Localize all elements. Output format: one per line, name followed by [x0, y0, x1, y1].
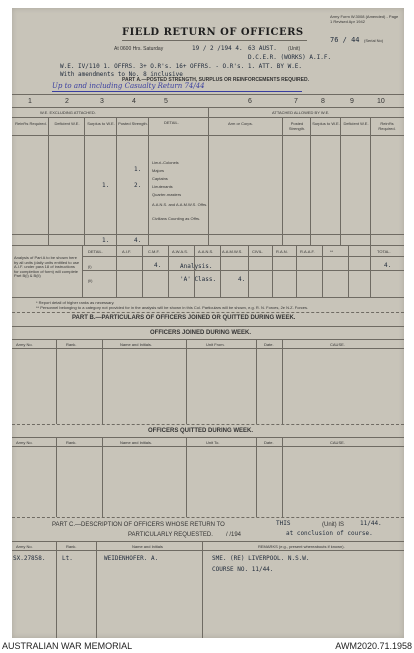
- analysis-vline-1: [116, 245, 117, 297]
- joined-header-date: Date.: [264, 342, 274, 347]
- quitted-vline-1: [56, 437, 57, 517]
- joined-title-rule: [12, 339, 404, 340]
- quitted-header-date: Date.: [264, 440, 274, 445]
- officer-remark-1: SME. (RE) LIVERPOOL. N.S.W.: [212, 555, 310, 562]
- part-a-vline-2: [84, 117, 85, 245]
- analysis-header-aif: A.I.F.: [122, 249, 132, 254]
- col-number-4: 4: [132, 98, 136, 105]
- part-a-vline-9: [370, 117, 371, 245]
- analysis-row-label-2: (ii): [88, 278, 93, 283]
- posted-lieutenants: 2.: [134, 182, 142, 189]
- joined-header-rank: Rank.: [66, 342, 77, 347]
- col-number-2: 2: [65, 98, 69, 105]
- officer-name: WEIDENHOFER. A.: [104, 555, 159, 562]
- analysis-vline-4: [194, 245, 195, 297]
- analysis-header-detail: DETAIL.: [88, 249, 103, 254]
- analysis-vline-10: [348, 245, 349, 297]
- part-a-vline-7: [310, 117, 311, 245]
- part-c-line2-suffix: at conclusion of course.: [286, 530, 373, 537]
- quitted-vline-3: [186, 437, 187, 517]
- war-establishment-line: W.E. IV/110 1. OFFRS. 3+ O.R's. 16+ OFFRS. - O.R's. 1. ATT. BY W.E.: [60, 63, 303, 70]
- part-c-title-rule: [12, 541, 404, 542]
- analysis-header-rule: [82, 256, 404, 257]
- part-c-vline-3: [202, 541, 203, 638]
- part-a-vline-1: [48, 117, 49, 245]
- part-a-title: PART A.—POSTED STRENGTH, SURPLUS OR REINFORCEMENTS REQUIRED.: [122, 77, 309, 83]
- col-number-8: 8: [321, 98, 325, 105]
- quitted-vline-2: [102, 437, 103, 517]
- col-number-9: 9: [350, 98, 354, 105]
- rank-captains: Captains: [152, 176, 168, 181]
- analysis-bottom-rule: [12, 297, 404, 298]
- header-right-deficient: Deficient W.E.: [343, 121, 369, 126]
- part-a-vline-4: [148, 117, 149, 245]
- joined-header-unit-from: Unit From.: [206, 342, 225, 347]
- header-deficient: Deficient W.E.: [54, 121, 80, 126]
- part-c-vline-2: [96, 541, 97, 638]
- column-number-rule-top: [12, 94, 404, 95]
- unit-name: D.C.E.R. (WORKS) A.I.F.: [248, 54, 332, 61]
- analysis-header-awas: A.W.A.S.: [172, 249, 189, 254]
- title-underline: [122, 40, 307, 41]
- part-b-title-rule: [12, 326, 404, 327]
- footnote-2: ** Personnel belonging to a category not provided for in the analysis will be shown in this Col. Particulars will be shown, e.g. R. N. Forces, 2e N.Z. Forces.: [36, 305, 309, 310]
- analysis-header-other: **: [330, 249, 334, 254]
- form-corner-note: Army Form W.3008 (Amended) - Page 1 Revised Apr 1942: [330, 14, 399, 24]
- joined-vline-3: [186, 339, 187, 424]
- quitted-header-rule: [12, 446, 404, 447]
- analysis-vline-11: [370, 245, 371, 297]
- analysis-header-ran: R.A.N.: [276, 249, 288, 254]
- part-c-header-name: Name and Initials: [132, 544, 163, 549]
- part-c-vline-1: [56, 541, 57, 638]
- unit-label: (Unit): [288, 46, 301, 52]
- officer-army-no: SX.27858.: [13, 555, 46, 562]
- analysis-vline-2: [142, 245, 143, 297]
- rank-civilians: Civilians Counting as Offrs.: [152, 216, 201, 221]
- joined-vline-2: [102, 339, 103, 424]
- footer-accession-number: AWM2020.71.1958: [335, 641, 412, 651]
- col-number-7: 7: [294, 98, 298, 105]
- joined-header-army-no: Army No.: [16, 342, 33, 347]
- analysis-aif-value: 4.: [154, 262, 162, 269]
- archive-footer: [0, 639, 414, 653]
- col-number-10: 10: [377, 98, 385, 105]
- quitted-header-cause: CAUSE.: [330, 440, 345, 445]
- attached-allowed: ATTACHED ALLOWED BY W.E.: [272, 110, 330, 115]
- rank-majors: Majors: [152, 168, 165, 173]
- col-number-5: 5: [164, 98, 168, 105]
- analysis-class-value: 4.: [238, 276, 246, 283]
- analysis-header-total: TOTAL.: [377, 249, 391, 254]
- rank-quarter-masters: Quarter-masters: [152, 192, 182, 197]
- header-posted-strength: Posted Strength.: [118, 121, 148, 126]
- part-c-header-army-no: Army No.: [16, 544, 33, 549]
- analysis-row-rule: [82, 270, 404, 271]
- footer-institution: AUSTRALIAN WAR MEMORIAL: [2, 641, 133, 651]
- surplus-lieutenants: 1.: [102, 182, 110, 189]
- serial-label: (Serial No): [364, 38, 384, 43]
- section-separator-1: [12, 312, 404, 313]
- analysis-header-raaf: R.A.A.F.: [300, 249, 315, 254]
- quitted-vline-5: [282, 437, 283, 517]
- part-c-line2-date: / /194: [226, 532, 242, 538]
- we-excluding-attached: W.E. EXCLUDING ATTACHED.: [40, 110, 96, 115]
- quitted-header-army-no: Army No.: [16, 440, 33, 445]
- rank-nursing-officers: A.A.N.S. and A.A.M.W.S. Offrs.: [152, 202, 208, 207]
- footnote-1: * Report detail of higher ranks as necessary.: [36, 300, 115, 305]
- part-a-vline-5: [208, 107, 209, 245]
- analysis-vline-3: [168, 245, 169, 297]
- time-line-prefix: At 0600 Hrs. Saturday: [114, 46, 164, 52]
- serial-number: 76 / 44: [330, 36, 360, 44]
- section-separator-2: [12, 424, 404, 425]
- analysis-vline-5: [220, 245, 221, 297]
- header-right-posted: Posted Strength.: [288, 121, 306, 131]
- amendments-line: With amendments to No. 8 inclusive: [60, 71, 183, 78]
- part-c-line1: PART C.—DESCRIPTION OF OFFICERS WHOSE RETURN TO: [52, 522, 225, 528]
- unit-number: 63 AUST.: [248, 45, 277, 52]
- part-a-vline-6: [282, 117, 283, 245]
- quitted-header-name: Name and Initials.: [120, 440, 153, 445]
- part-b-title: PART B.—PARTICULARS OF OFFICERS JOINED OR QUITTED DURING WEEK.: [72, 315, 296, 321]
- joined-header-cause: CAUSE.: [330, 342, 345, 347]
- part-c-course: 11/44.: [360, 520, 382, 527]
- header-right-reinf: Reinf'ts Required.: [378, 121, 396, 131]
- posted-majors: 1.: [134, 166, 142, 173]
- part-a-subheader-rule: [12, 135, 404, 136]
- officer-remark-2: COURSE NO. 11/44.: [212, 566, 274, 573]
- part-c-unit-is: (Unit) IS: [322, 522, 345, 528]
- header-detail: DETAIL.: [164, 120, 179, 125]
- header-surplus: Surplus to W.E.: [87, 121, 115, 126]
- col-number-1: 1: [28, 98, 32, 105]
- part-c-header-remarks: REMARKS (e.g., present whereabouts if known).: [258, 544, 345, 549]
- quitted-header-rank: Rank.: [66, 440, 77, 445]
- joined-title: OFFICERS JOINED DURING WEEK.: [150, 330, 252, 336]
- officer-rank: Lt.: [62, 555, 73, 562]
- joined-header-rule: [12, 348, 404, 349]
- header-reinf-required: Reinf'ts Required.: [15, 121, 47, 126]
- analysis-header-aans: A.A.N.S.: [198, 249, 214, 254]
- total-posted: 4.: [134, 237, 142, 244]
- part-c-header-rule: [12, 550, 404, 551]
- quitted-vline-4: [256, 437, 257, 517]
- part-a-vline-3: [116, 117, 117, 245]
- analysis-vline-6: [248, 245, 249, 297]
- section-separator-3: [12, 517, 404, 518]
- joined-vline-1: [56, 339, 57, 424]
- analysis-total-value: 4.: [384, 262, 392, 269]
- part-a-bottom-rule: [12, 245, 404, 246]
- handwritten-note: Up to and including Casualty Return 74/44: [52, 82, 205, 90]
- analysis-vline-0: [82, 245, 83, 297]
- analysis-header-aamws: A.A.M.W.S.: [222, 249, 243, 254]
- analysis-text: Analysis.: [180, 263, 213, 270]
- analysis-header-civil: CIVIL.: [252, 249, 264, 254]
- col-number-3: 3: [100, 98, 104, 105]
- joined-vline-5: [282, 339, 283, 424]
- header-right-surplus: Surplus to W.E.: [312, 121, 340, 126]
- quitted-header-unit-to: Unit To.: [206, 440, 220, 445]
- analysis-class-text: 'A' Class.: [180, 276, 217, 283]
- total-surplus: 1.: [102, 237, 110, 244]
- document-sheet: [12, 8, 404, 638]
- quitted-title: OFFICERS QUITTED DURING WEEK.: [148, 428, 253, 434]
- col-number-6: 6: [248, 98, 252, 105]
- analysis-vline-7: [272, 245, 273, 297]
- analysis-note: Analysis of Part A to be shown here by all units (daily units entitled to use A.I.F. under para 18 of instructions for completion of form) will complete Part B(i) & B(ii): [14, 255, 80, 278]
- quitted-title-rule: [12, 437, 404, 438]
- part-c-header-rank: Rank.: [66, 544, 77, 549]
- part-c-line2-prefix: PARTICULARLY REQUESTED.: [128, 532, 213, 538]
- part-a-total-rule: [12, 234, 404, 235]
- return-date: 19 / 2 /194 4.: [192, 45, 243, 52]
- part-a-vline-8: [340, 117, 341, 245]
- analysis-header-cmf: C.M.F.: [148, 249, 160, 254]
- handwritten-underline: [52, 91, 302, 92]
- form-title: FIELD RETURN OF OFFICERS: [122, 27, 304, 38]
- header-arm-or-corps: Arm or Corps.: [228, 121, 253, 126]
- rank-lt-colonels: Lieut.-Colonels: [152, 160, 179, 165]
- rank-lieutenants: Lieutenants: [152, 184, 173, 189]
- analysis-row-label-1: (i): [88, 264, 92, 269]
- joined-vline-4: [256, 339, 257, 424]
- analysis-vline-9: [322, 245, 323, 297]
- analysis-vline-8: [296, 245, 297, 297]
- part-c-this: THIS: [276, 520, 291, 527]
- joined-header-name: Name and Initials.: [120, 342, 153, 347]
